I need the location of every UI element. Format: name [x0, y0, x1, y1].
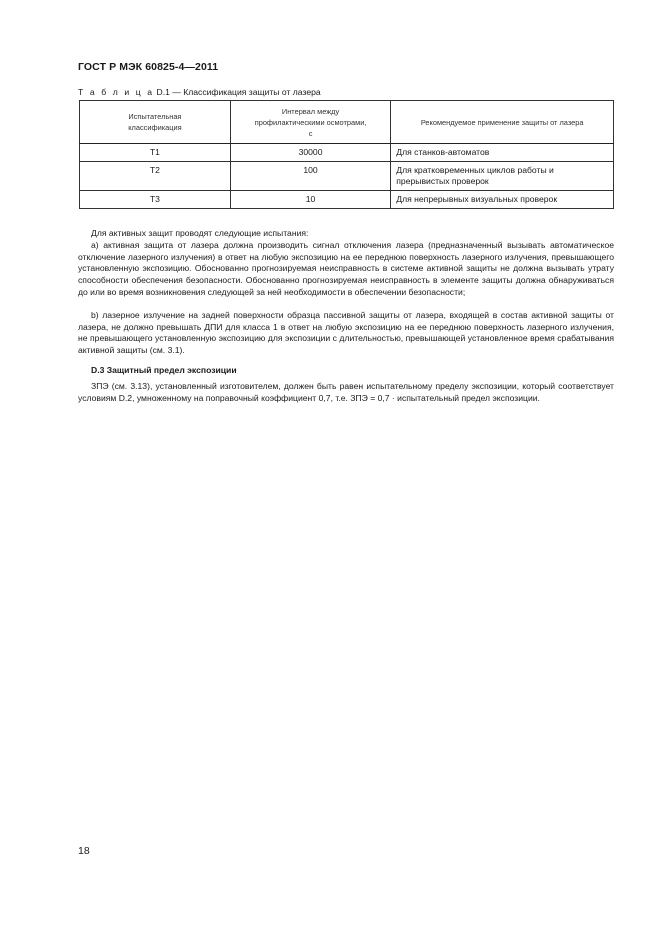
section-title: D.3 Защитный предел экспозиции	[91, 365, 237, 375]
cell-application: Для кратковременных циклов работы и прерывистых проверок	[391, 162, 614, 191]
table-row	[80, 162, 614, 191]
cell-classification: T3	[80, 191, 231, 209]
classification-table	[79, 100, 614, 209]
cell-application: Для станков-автоматов	[391, 144, 614, 162]
header-interval: Интервал между профилактическими осмотрами, с	[230, 101, 390, 144]
table-row	[80, 191, 614, 209]
header-application: Рекомендуемое применение защиты от лазера	[391, 101, 614, 144]
cell-interval: 10	[230, 191, 390, 209]
tests-intro: Для активных защит проводят следующие испытания:	[91, 228, 309, 238]
section-body: ЗПЭ (см. 3.13), установленный изготовителем, должен быть равен испытательному пределу экспозиции, который соответствует условиям D.2, умноженному на поправочный коэффициент 0,7, т.е. ЗПЭ = 0,7 · испытательный предел экспозиции.	[78, 381, 614, 403]
table-header-row	[80, 101, 614, 144]
page-number: 18	[78, 845, 90, 857]
table-caption	[78, 87, 321, 97]
item-a-paragraph: а) активная защита от лазера должна производить сигнал отключения лазера (предназначенный вызывать автоматическое отключение лазерного излучения) в ответ на любую экспозицию на ее переднюю поверхность лазерного излучения, превышающего установленную экспозицию. Обоснованно прогнозируемая неисправность в системе активной защиты не должна вызывать утрату способности обеспечения безопасности. Обоснованно прогнозируемая неисправность в элементе защиты должна обнаруживаться до или во время возникновения следующей за ней необходимости в обеспечении безопасности;	[78, 240, 614, 297]
cell-classification: T1	[80, 144, 231, 162]
table-caption-title: D.1 — Классификация защиты от лазера	[154, 87, 321, 97]
cell-interval: 30000	[230, 144, 390, 162]
cell-interval: 100	[230, 162, 390, 191]
table-row	[80, 144, 614, 162]
document-header: ГОСТ Р МЭК 60825-4—2011	[78, 61, 219, 73]
header-classification: Испытательная классификация	[80, 101, 231, 144]
table-caption-prefix: Т а б л и ц а	[78, 87, 155, 97]
item-b-paragraph: b) лазерное излучение на задней поверхности образца пассивной защиты от лазера, входящей в состав активной защиты от лазера, не должно превышать ДПИ для класса 1 в ответ на любую экспозицию на ее переднюю поверхность лазерного излучения, не превышающего установленную экспозицию для экспозиции с длительностью, превышающей установленное время срабатывания активной защиты (см. 3.1).	[78, 310, 614, 356]
cell-classification: T2	[80, 162, 231, 191]
cell-application: Для непрерывных визуальных проверок	[391, 191, 614, 209]
